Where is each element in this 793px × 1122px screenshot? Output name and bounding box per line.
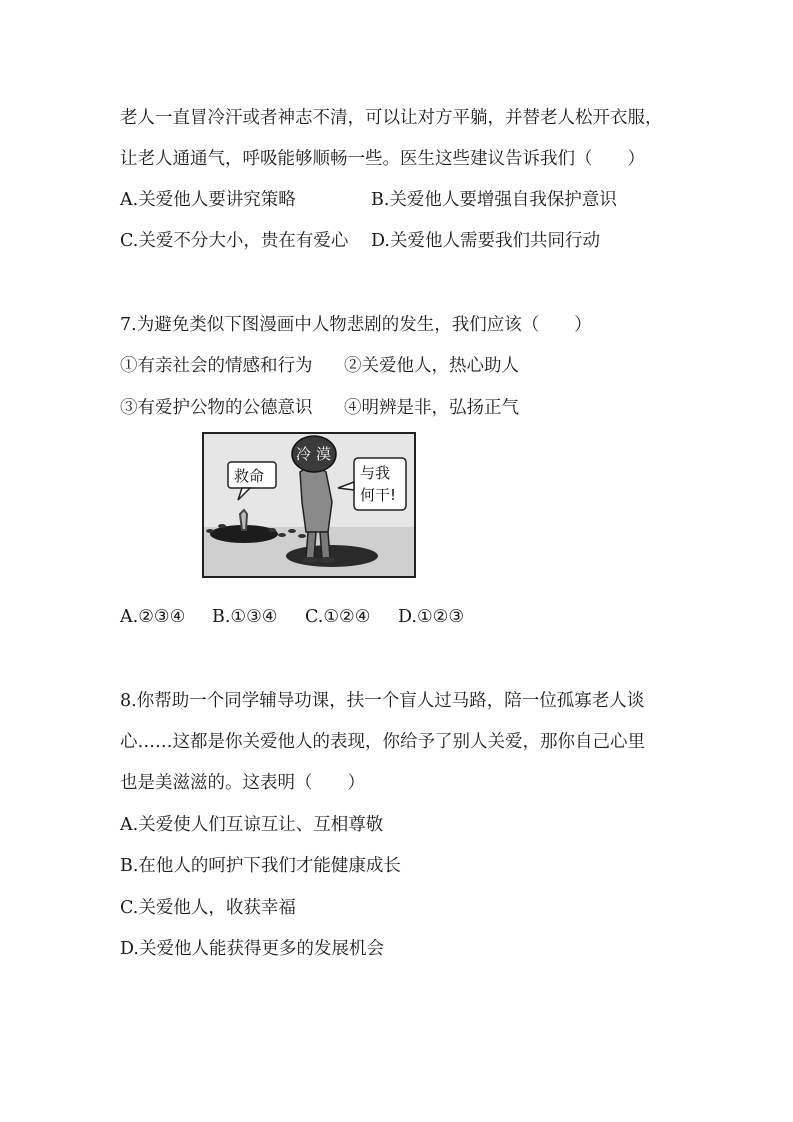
comic-illustration bbox=[202, 432, 416, 578]
q6-option-b: B.关爱他人要增强自我保护意识 bbox=[371, 190, 617, 210]
label-cold-1: 冷 bbox=[296, 445, 312, 463]
q7-option-b: B.①③④ bbox=[212, 607, 278, 627]
bubble-reply-line2: 何干! bbox=[360, 486, 397, 504]
q7-item-1: ①有亲社会的情感和行为 bbox=[120, 356, 313, 376]
q6-option-d: D.关爱他人需要我们共同行动 bbox=[371, 231, 600, 251]
bubble-reply-line1: 与我 bbox=[360, 464, 391, 482]
q8-stem-line3: 也是美滋滋的。这表明（ ） bbox=[120, 773, 365, 793]
q6-option-c: C.关爱不分大小，贵在有爱心 bbox=[120, 231, 349, 251]
q8-stem-line2: 心……这都是你关爱他人的表现，你给予了别人关爱，那你自己心里 bbox=[120, 732, 645, 752]
q7-option-a: A.②③④ bbox=[120, 607, 186, 627]
q7-stem: 7.为避免类似下图漫画中人物悲剧的发生，我们应该（ ） bbox=[120, 315, 592, 335]
bubble-help-text: 救命 bbox=[234, 467, 265, 485]
q6-option-a: A.关爱他人要讲究策略 bbox=[120, 190, 296, 210]
q7-option-d: D.①②③ bbox=[398, 607, 465, 627]
q8-option-c: C.关爱他人，收获幸福 bbox=[120, 898, 296, 918]
q7-item-3: ③有爱护公物的公德意识 bbox=[120, 398, 313, 418]
drowning-hands bbox=[240, 510, 247, 530]
q7-option-c: C.①②④ bbox=[305, 607, 371, 627]
q8-option-a: A.关爱使人们互谅互让、互相尊敬 bbox=[120, 815, 384, 835]
q6-stem-line1: 老人一直冒冷汗或者神志不清，可以让对方平躺，并替老人松开衣服， bbox=[120, 108, 663, 128]
q6-stem-line2: 让老人通通气，呼吸能够顺畅一些。医生这些建议告诉我们（ ） bbox=[120, 149, 645, 169]
q7-item-4: ④明辨是非，弘扬正气 bbox=[344, 398, 519, 418]
q8-option-d: D.关爱他人能获得更多的发展机会 bbox=[120, 939, 384, 959]
q8-stem-line1: 8.你帮助一个同学辅导功课，扶一个盲人过马路，陪一位孤寡老人谈 bbox=[120, 691, 645, 711]
q7-item-2: ②关爱他人，热心助人 bbox=[344, 356, 519, 376]
q8-option-b: B.在他人的呵护下我们才能健康成长 bbox=[120, 856, 401, 876]
hole-right bbox=[286, 545, 378, 567]
label-cold-2: 漠 bbox=[316, 445, 332, 463]
